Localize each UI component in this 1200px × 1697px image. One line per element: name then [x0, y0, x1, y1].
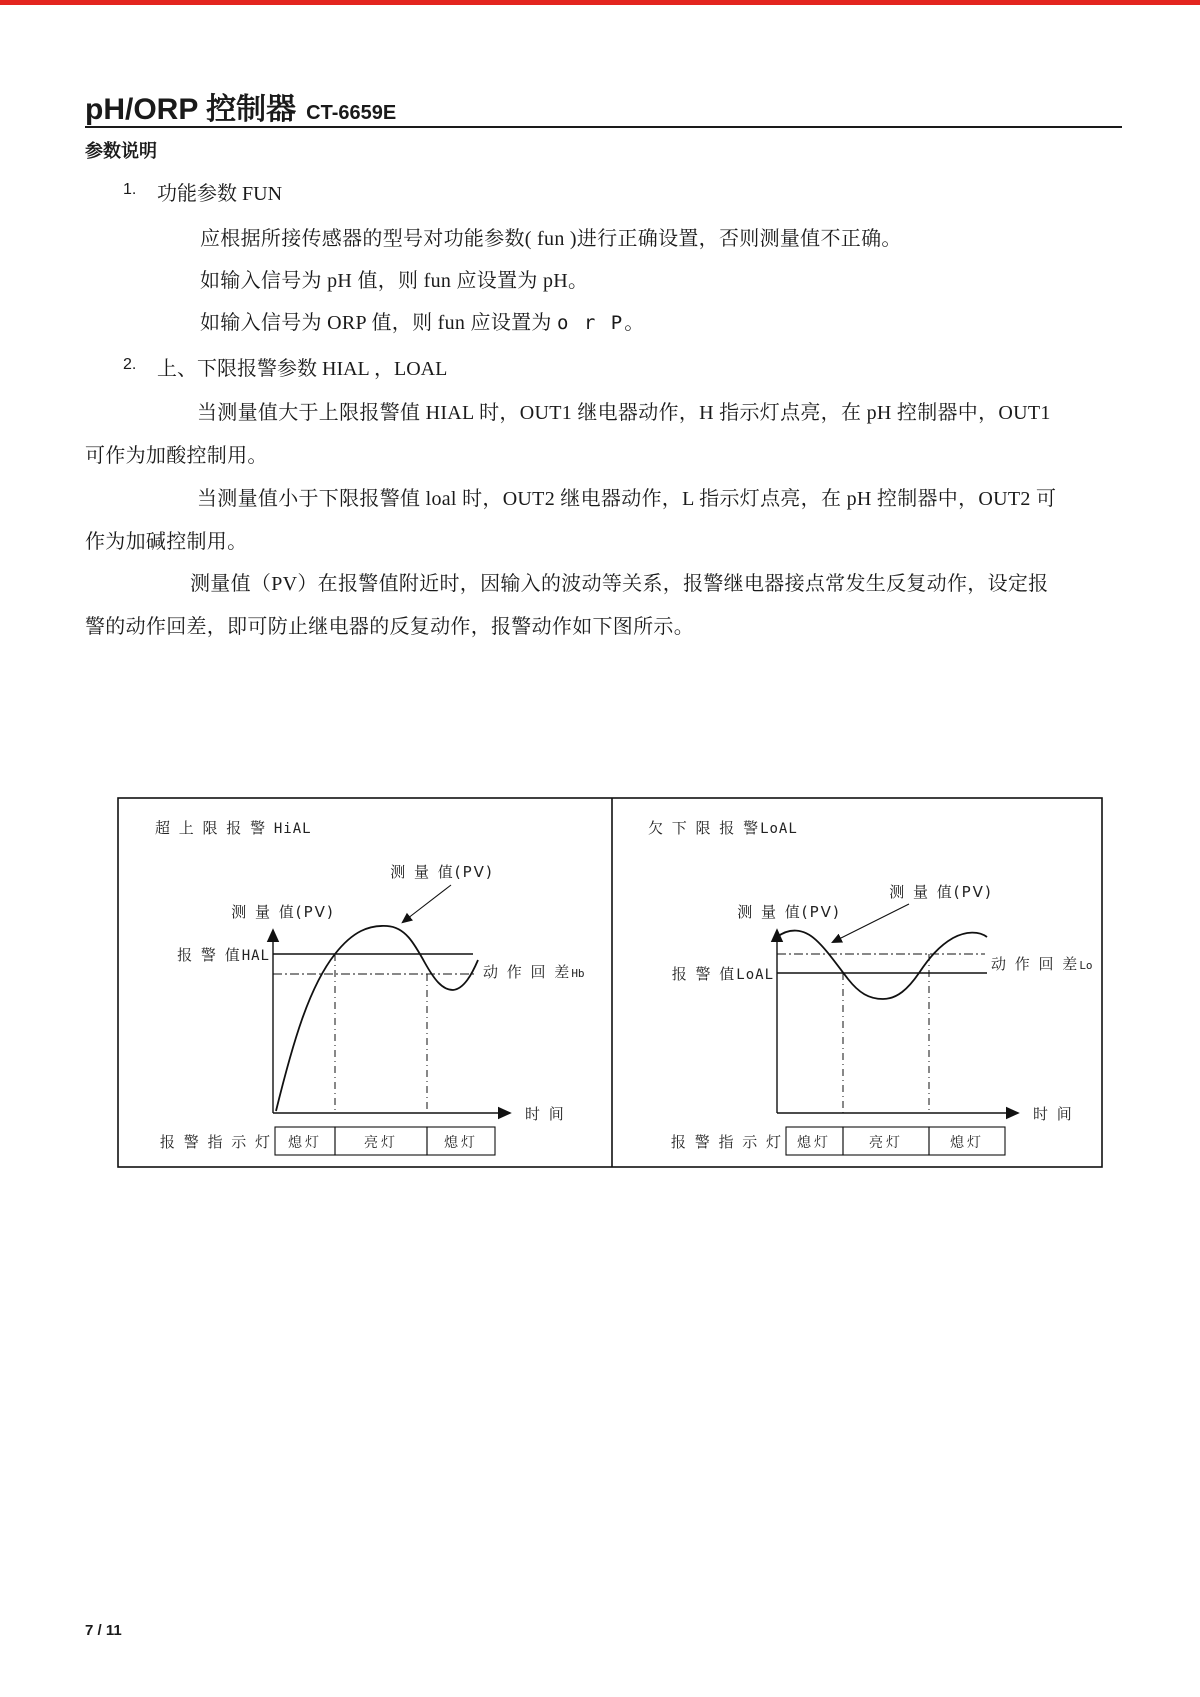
right-lamp-text-off2: 熄灯 [950, 1135, 984, 1151]
right-time-label: 时 间 [1033, 1105, 1074, 1123]
segment-display-text: o r P [557, 312, 625, 334]
left-lamp-label: 报 警 指 示 灯 [159, 1133, 272, 1151]
left-pv-label-axis: 测 量 值(PV) [231, 903, 335, 921]
list-number-1: 1. [123, 181, 137, 198]
section-heading: 参数说明 [85, 141, 157, 161]
list-number-2: 2. [123, 356, 137, 373]
left-lamp-text-on: 亮灯 [364, 1135, 398, 1151]
page-title-model: CT-6659E [306, 102, 397, 124]
page-title: pH/ORP 控制器 [85, 93, 297, 126]
right-hysteresis-label: 动 作 回 差Lo [991, 955, 1093, 973]
right-lamp-text-on: 亮灯 [869, 1135, 903, 1151]
paragraph-line: 当测量值大于上限报警值 HIAL 时，OUT1 继电器动作，H 指示灯点亮，在 pH 控制器中，OUT1 [197, 402, 1051, 424]
paragraph-line: 可作为加酸控制用。 [85, 445, 268, 467]
left-panel-title: 超 上 限 报 警 HiAL [155, 819, 312, 837]
right-lamp-text-off1: 熄灯 [797, 1135, 831, 1151]
right-pv-label-curve: 测 量 值(PV) [889, 883, 993, 901]
left-lamp-text-off1: 熄灯 [288, 1135, 322, 1151]
line-text: 。 [624, 312, 645, 334]
left-pv-arrow [403, 885, 451, 922]
left-time-label: 时 间 [525, 1105, 566, 1123]
paragraph-line [200, 306, 645, 335]
left-alarm-label: 报 警 值HAL [177, 946, 270, 964]
list-item-2-title: 上、下限报警参数 HIAL ，LOAL [157, 358, 448, 380]
list-item-1-title: 功能参数 FUN [157, 183, 283, 205]
left-lamp-text-off2: 熄灯 [444, 1135, 478, 1151]
paragraph-line: 作为加碱控制用。 [85, 531, 248, 553]
header-divider [85, 126, 1122, 128]
page-header [85, 84, 396, 128]
paragraph-line: 警的动作回差，即可防止继电器的反复动作，报警动作如下图所示。 [85, 616, 694, 638]
paragraph-line: 当测量值小于下限报警值 loal 时，OUT2 继电器动作，L 指示灯点亮，在 pH 控制器中，OUT2 可 [197, 488, 1057, 510]
alarm-diagram [117, 797, 1103, 1168]
right-pv-arrow [833, 904, 909, 942]
diagram-outer-box [118, 798, 1102, 1167]
right-lamp-label: 报 警 指 示 灯 [670, 1133, 783, 1151]
paragraph-line: 如输入信号为 pH 值，则 fun 应设置为 pH。 [200, 270, 589, 292]
paragraph-line: 测量值（PV）在报警值附近时，因输入的波动等关系，报警继电器接点常发生反复动作，设定报 [190, 573, 1049, 595]
right-panel-title: 欠 下 限 报 警LoAL [648, 819, 798, 837]
left-hysteresis-label: 动 作 回 差Hb [483, 963, 585, 981]
right-pv-curve [777, 931, 987, 999]
right-alarm-label: 报 警 值LoAL [671, 965, 774, 983]
line-text: 如输入信号为 ORP 值，则 fun 应设置为 [200, 312, 558, 334]
page-number: 7 / 11 [85, 1622, 122, 1639]
top-accent-bar [0, 0, 1200, 5]
paragraph-line: 应根据所接传感器的型号对功能参数( fun )进行正确设置，否则测量值不正确。 [200, 228, 902, 250]
left-pv-label-curve: 测 量 值(PV) [390, 863, 494, 881]
right-pv-label-axis: 测 量 值(PV) [737, 903, 841, 921]
